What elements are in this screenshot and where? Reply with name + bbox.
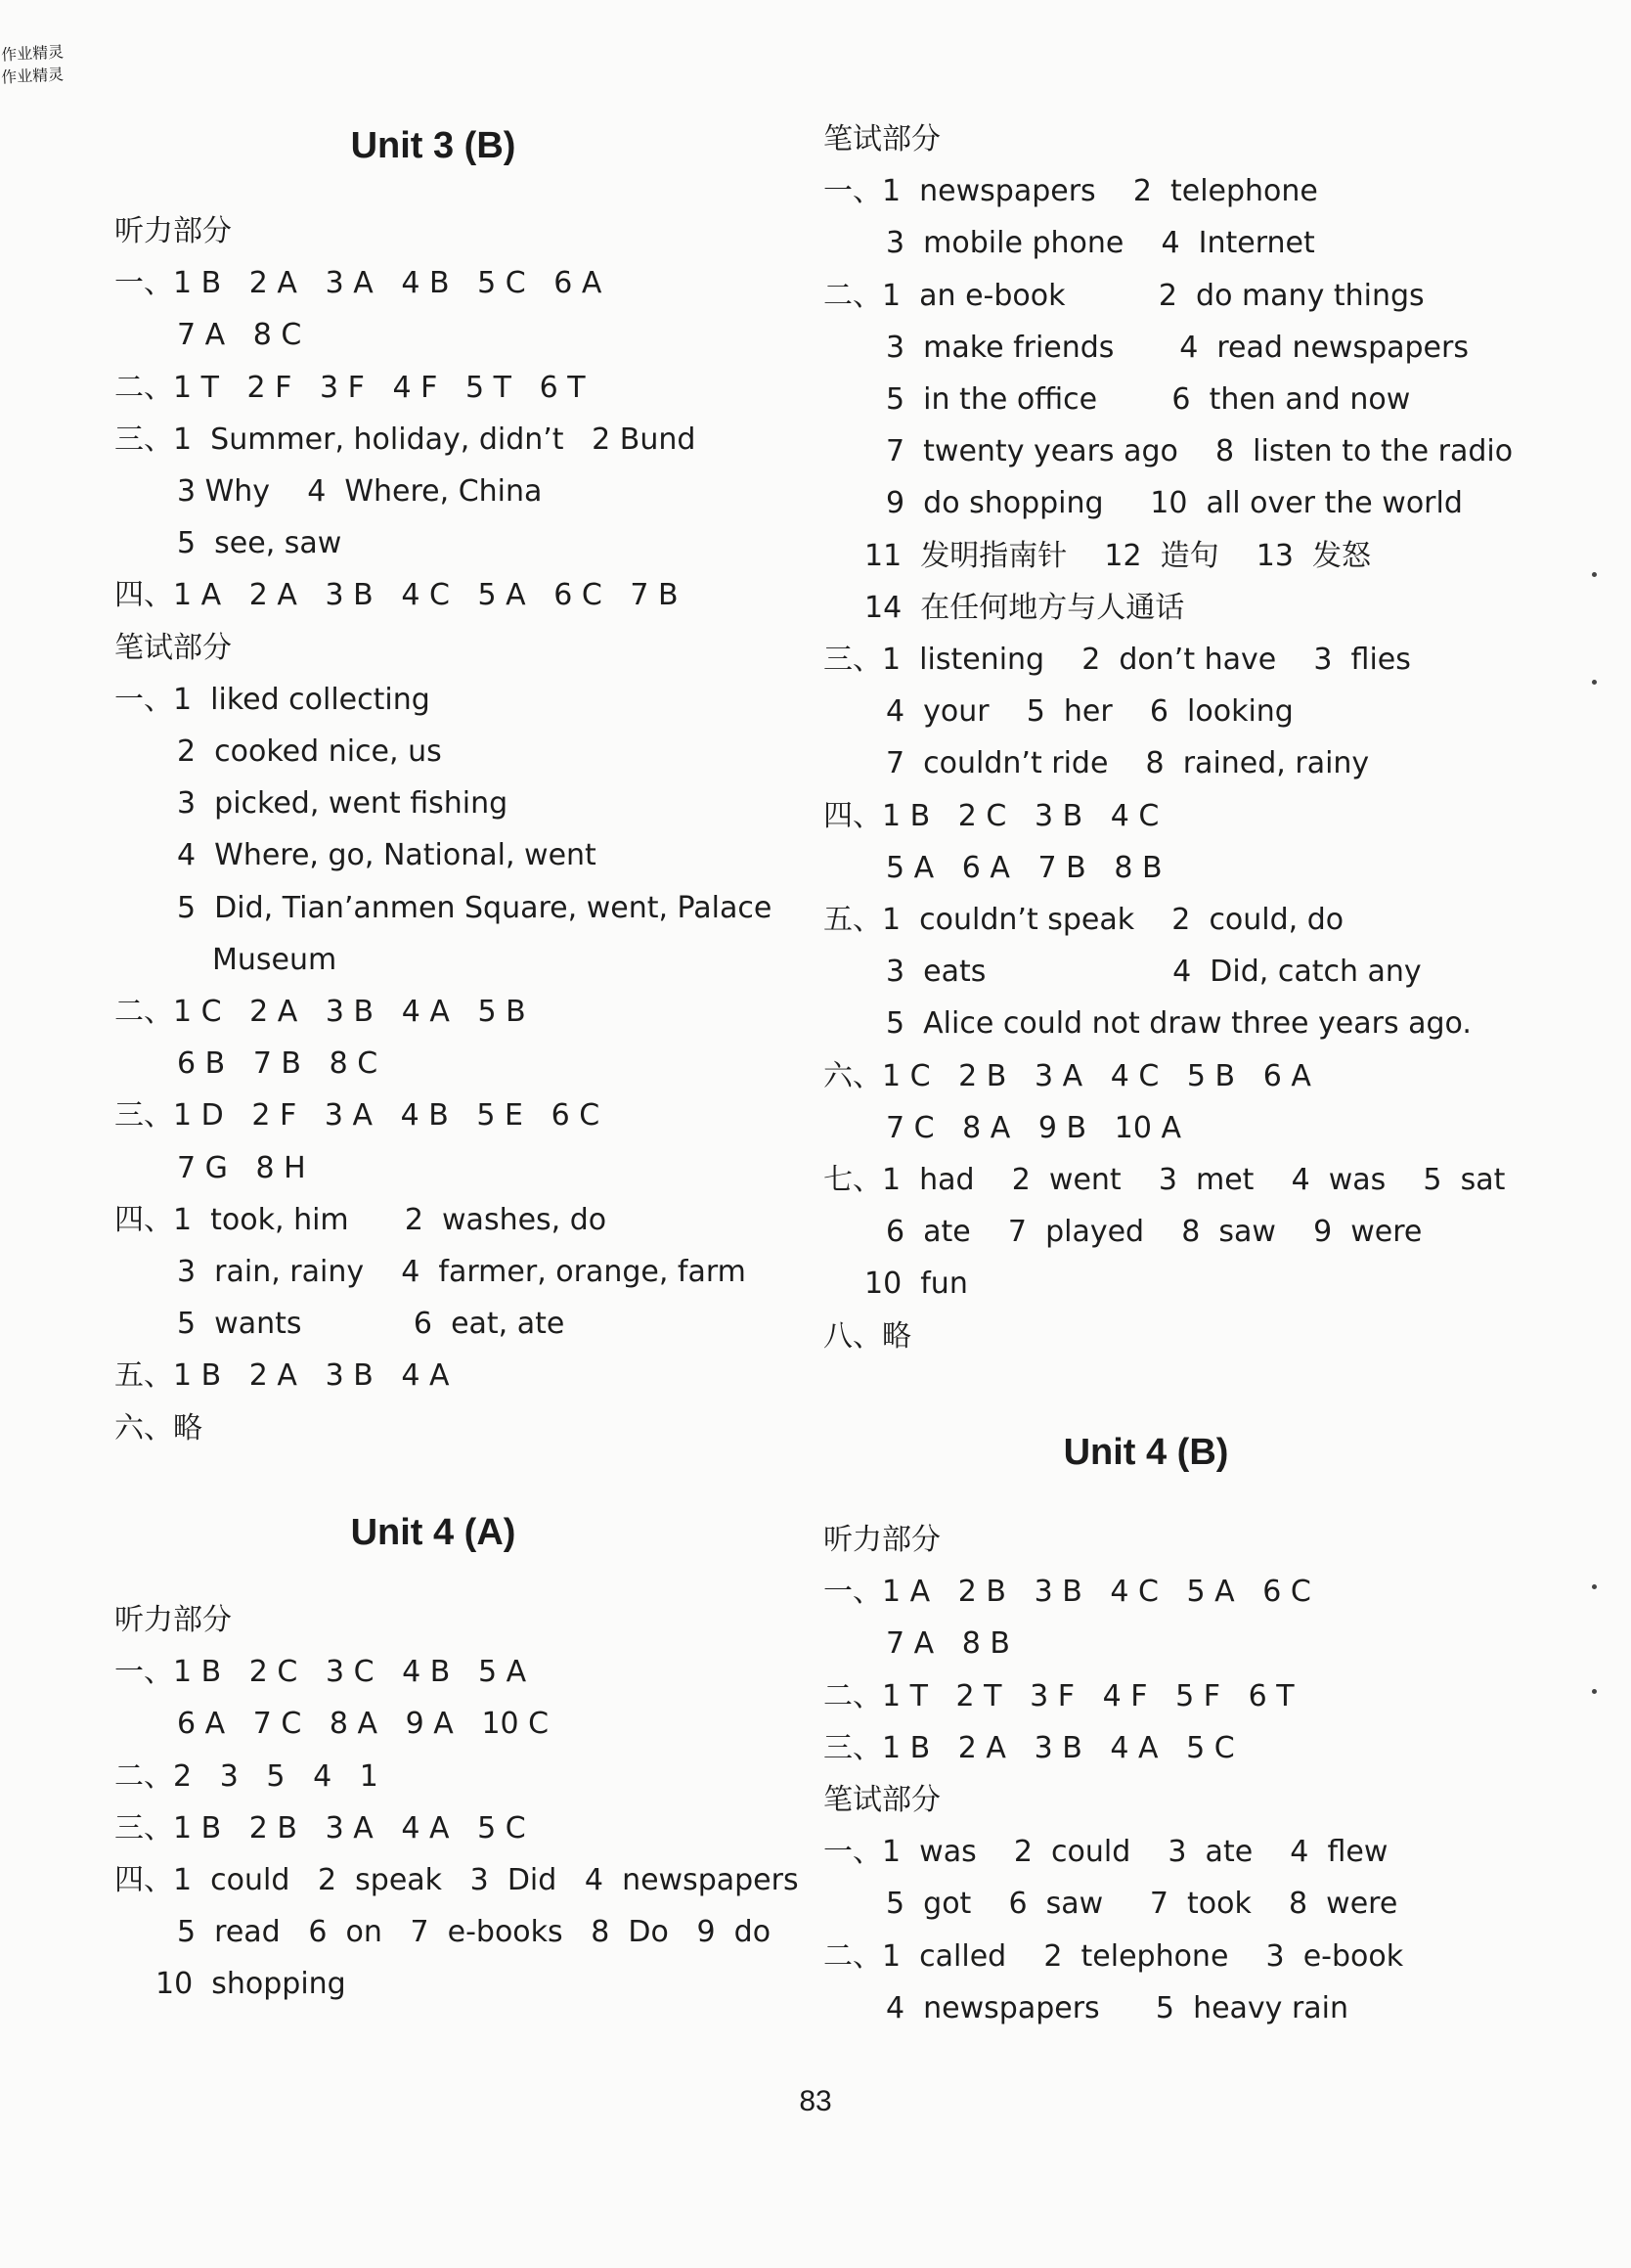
answer-text: 一、1 newspapers 2 telephone (823, 174, 1318, 209)
answer-line (114, 1402, 202, 1454)
part-heading (823, 1514, 941, 1566)
scan-dot (1592, 1689, 1597, 1694)
answer-line (114, 986, 526, 1038)
answer-text: 4 your 5 her 6 looking (886, 694, 1294, 730)
part-heading (114, 1594, 232, 1646)
answer-text: 7 A 8 B (886, 1626, 1010, 1662)
answer-text: 七、1 had 2 went 3 met 4 was 5 sat (823, 1163, 1506, 1197)
answer-text: 二、1 called 2 telephone 3 e-book (823, 1938, 1404, 1974)
section-title: Unit 4 (B) (1063, 1432, 1229, 1473)
answer-text: 7 C 8 A 9 B 10 A (886, 1110, 1181, 1145)
answer-text: 5 Did, Tian’anmen Square, went, Palace (177, 890, 772, 925)
answer-text: 听力部分 (823, 1523, 941, 1557)
answer-text: 一、1 liked collecting (114, 682, 430, 717)
answer-line (177, 1246, 746, 1298)
answer-line (155, 1958, 346, 2010)
answer-text: 3 picked, went fishing (177, 786, 508, 822)
answer-line (823, 1722, 1235, 1774)
answer-text: 三、1 D 2 F 3 A 4 B 5 E 6 C (114, 1098, 600, 1134)
answer-line (114, 414, 695, 466)
answer-text: 11 发明指南针 12 造句 13 发怒 (864, 538, 1372, 573)
answer-line (886, 425, 1513, 477)
answer-line (114, 1751, 378, 1802)
answer-line (823, 165, 1318, 217)
scan-dot (1592, 1584, 1597, 1589)
answer-text: 5 read 6 on 7 e-books 8 Do 9 do (177, 1915, 771, 1950)
answer-line (114, 1646, 526, 1698)
answer-text: 五、1 B 2 A 3 B 4 A (114, 1358, 450, 1394)
answer-line (886, 737, 1369, 789)
answer-line (823, 790, 1159, 842)
part-heading (823, 1774, 941, 1826)
answer-text: 9 do shopping 10 all over the world (886, 486, 1463, 521)
answer-line (114, 362, 586, 414)
answer-text: 7 A 8 C (177, 318, 302, 353)
answer-line (886, 1982, 1348, 2034)
answer-line (886, 1878, 1397, 1930)
answer-text: 一、1 B 2 A 3 A 4 B 5 C 6 A (114, 266, 602, 301)
answer-line (177, 466, 542, 517)
answer-text: 7 G 8 H (177, 1150, 306, 1185)
answer-line (823, 894, 1344, 946)
answer-text: 二、2 3 5 4 1 (114, 1758, 378, 1794)
answer-line (823, 634, 1411, 686)
answer-line (886, 998, 1472, 1049)
answer-line (177, 309, 301, 361)
answer-text: 二、1 C 2 A 3 B 4 A 5 B (114, 995, 526, 1029)
answer-line (114, 1090, 599, 1141)
answer-line (177, 778, 507, 829)
answer-line (114, 1802, 526, 1854)
answer-line (823, 1670, 1295, 1722)
answer-text: 二、1 an e-book 2 do many things (823, 278, 1425, 313)
scan-dot (1592, 680, 1597, 685)
answer-text: 3 eats 4 Did, catch any (886, 955, 1422, 990)
answer-text: 三、1 B 2 A 3 B 4 A 5 C (823, 1730, 1235, 1765)
answer-line (886, 686, 1294, 737)
answer-line (177, 1906, 771, 1958)
answer-line (886, 842, 1163, 894)
answer-text: 5 Alice could not draw three years ago. (886, 1006, 1472, 1042)
answer-text: 笔试部分 (114, 630, 232, 665)
answer-line (864, 582, 1184, 634)
scan-dot (1592, 572, 1597, 577)
answer-line (114, 1194, 606, 1246)
part-heading (114, 622, 232, 674)
watermark: 作业精灵 (0, 65, 65, 87)
answer-text: 三、1 B 2 B 3 A 4 A 5 C (114, 1810, 526, 1846)
answer-line (886, 477, 1463, 529)
answer-text: 6 A 7 C 8 A 9 A 10 C (177, 1707, 550, 1742)
answer-text: 3 mobile phone 4 Internet (886, 226, 1315, 261)
answer-line (114, 569, 679, 621)
answer-text: 5 wants 6 eat, ate (177, 1307, 565, 1342)
answer-line (177, 829, 596, 881)
answer-line (823, 270, 1425, 322)
answer-line (886, 1206, 1422, 1258)
answer-line (823, 1311, 911, 1362)
answer-line (823, 1154, 1505, 1206)
answer-text: 5 A 6 A 7 B 8 B (886, 850, 1163, 885)
answer-text: 听力部分 (114, 214, 232, 248)
answer-line (114, 674, 430, 726)
answer-line (886, 1102, 1181, 1154)
answer-line (177, 1038, 377, 1090)
answer-line (177, 726, 442, 778)
answer-text: 3 Why 4 Where, China (177, 474, 543, 509)
section-title: Unit 3 (B) (350, 125, 516, 166)
page-number: 83 (799, 2085, 832, 2117)
answer-line (177, 1142, 306, 1194)
answer-line (114, 1350, 450, 1401)
answer-text: 一、1 B 2 C 3 C 4 B 5 A (114, 1655, 527, 1690)
answer-line (886, 322, 1469, 374)
watermark: 作业精灵 (0, 42, 65, 65)
answer-text: 14 在任何地方与人通话 (864, 590, 1185, 625)
answer-text: 7 twenty years ago 8 listen to the radio (886, 434, 1514, 469)
answer-text: 6 ate 7 played 8 saw 9 were (886, 1215, 1423, 1250)
answer-text: 5 got 6 saw 7 took 8 were (886, 1887, 1398, 1922)
answer-line (886, 374, 1410, 425)
answer-text: 5 see, saw (177, 526, 342, 561)
answer-text: 笔试部分 (823, 1783, 941, 1817)
answer-text: 3 rain, rainy 4 farmer, orange, farm (177, 1255, 746, 1289)
answer-text: Museum (212, 942, 337, 977)
answer-text: 六、略 (114, 1410, 202, 1445)
answer-text: 4 Where, go, National, went (177, 838, 596, 873)
answer-text: 听力部分 (114, 1603, 232, 1637)
answer-line (177, 882, 771, 934)
answer-text: 三、1 listening 2 don’t have 3 flies (823, 643, 1411, 677)
answer-text: 10 shopping (155, 1967, 346, 2002)
answer-line (823, 1931, 1403, 1982)
answer-line (114, 1854, 799, 1906)
answer-text: 5 in the office 6 then and now (886, 382, 1411, 417)
answer-line (823, 1826, 1388, 1878)
part-heading (114, 205, 232, 257)
answer-text: 7 couldn’t ride 8 rained, rainy (886, 746, 1370, 781)
answer-line (886, 946, 1422, 998)
answer-text: 6 B 7 B 8 C (177, 1046, 378, 1082)
answer-line (177, 1698, 549, 1750)
answer-text: 三、1 Summer, holiday, didn’t 2 Bund (114, 422, 696, 457)
answer-line (114, 257, 601, 309)
answer-line (212, 934, 336, 986)
answer-line (823, 1566, 1311, 1618)
answer-line (886, 1618, 1010, 1669)
answer-line (177, 1298, 564, 1350)
answer-line (886, 217, 1315, 269)
answer-line (864, 530, 1371, 582)
answer-text: 一、1 was 2 could 3 ate 4 flew (823, 1835, 1389, 1870)
answer-text: 六、1 C 2 B 3 A 4 C 5 B 6 A (823, 1058, 1311, 1093)
answer-text: 一、1 A 2 B 3 B 4 C 5 A 6 C (823, 1575, 1311, 1610)
answer-text: 四、1 took, him 2 washes, do (114, 1202, 607, 1237)
answer-text: 二、1 T 2 F 3 F 4 F 5 T 6 T (114, 370, 586, 405)
answer-text: 四、1 B 2 C 3 B 4 C (823, 798, 1160, 833)
answer-text: 五、1 couldn’t speak 2 could, do (823, 903, 1344, 937)
answer-text: 八、略 (823, 1318, 911, 1354)
answer-text: 4 newspapers 5 heavy rain (886, 1990, 1349, 2025)
answer-text: 四、1 could 2 speak 3 Did 4 newspapers (114, 1863, 799, 1897)
answer-text: 四、1 A 2 A 3 B 4 C 5 A 6 C 7 B (114, 578, 679, 613)
answer-text: 二、1 T 2 T 3 F 4 F 5 F 6 T (823, 1678, 1295, 1713)
answer-line (864, 1258, 968, 1310)
answer-line (177, 517, 341, 569)
section-title: Unit 4 (A) (350, 1512, 516, 1553)
part-heading (823, 113, 941, 165)
answer-text: 2 cooked nice, us (177, 734, 442, 769)
answer-text: 10 fun (864, 1267, 968, 1302)
answer-text: 笔试部分 (823, 122, 941, 156)
answer-text: 3 make friends 4 read newspapers (886, 330, 1469, 365)
answer-line (823, 1050, 1311, 1102)
